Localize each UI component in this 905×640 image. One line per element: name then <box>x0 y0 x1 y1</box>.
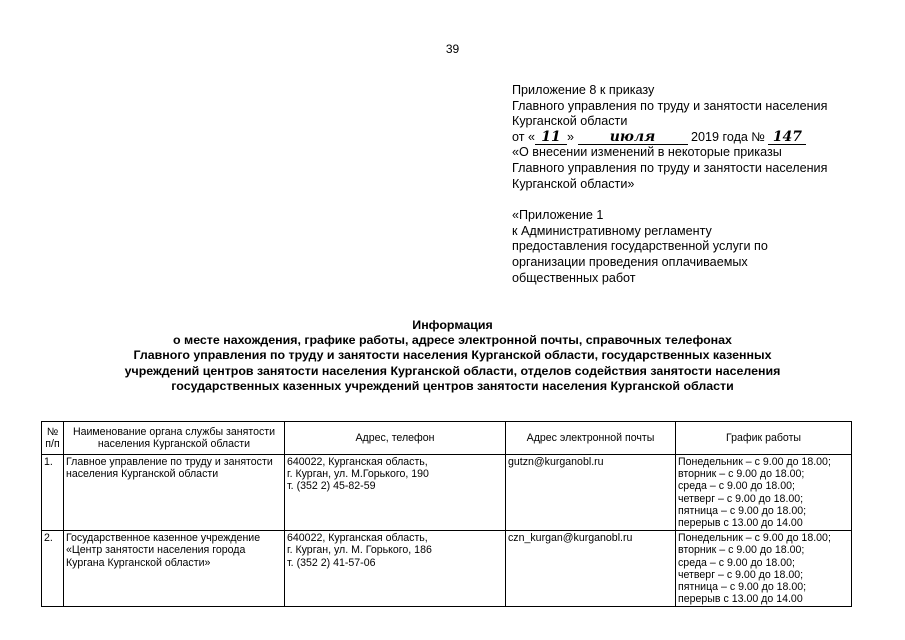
info-title: Информация <box>412 318 493 332</box>
date-prefix: от « <box>512 129 535 144</box>
info-line: государственных казенных учреждений центров занятости населения Курганской области <box>171 378 734 393</box>
appendix-line: Приложение 8 к приказу <box>512 83 655 97</box>
appendix-date-line <box>512 130 872 146</box>
info-table <box>41 421 852 607</box>
appendix-sub-line: предоставления государственной услуги по <box>512 239 768 254</box>
handwritten-month: июля <box>578 131 688 145</box>
appendix-line: Главного управления по труду и занятости населения <box>512 98 828 113</box>
row-address: 640022, Курганская область, г. Курган, ул. М. Горького, 186 т. (352 2) 41-57-06 <box>285 531 506 607</box>
appendix-sub-line: общественных работ <box>512 270 636 285</box>
appendix-line: Курганской области» <box>512 176 635 191</box>
appendix-line: Курганской области <box>512 114 628 129</box>
header-num: № п/п <box>42 422 64 455</box>
row-schedule: Понедельник – с 9.00 до 18.00; вторник – с 9.00 до 18.00; среда – с 9.00 до 18.00; четверг – с 9.00 до 18.00; пятница – с 9.00 до 18.00; перерыв с 13.00 до 14.00 <box>676 531 852 607</box>
row-email: gutzn@kurganobl.ru <box>506 455 676 531</box>
info-header <box>60 318 845 394</box>
row-name: Главное управление по труду и занятости населения Курганской области <box>64 455 285 531</box>
date-mid: » <box>567 129 575 144</box>
header-schedule: График работы <box>676 422 852 455</box>
row-address: 640022, Курганская область, г. Курган, ул. М.Горького, 190 т. (352 2) 45-82-59 <box>285 455 506 531</box>
page-number: 39 <box>445 42 460 56</box>
table-row <box>42 531 852 607</box>
appendix-line: Главного управления по труду и занятости населения <box>512 160 828 175</box>
row-schedule: Понедельник – с 9.00 до 18.00; вторник – с 9.00 до 18.00; среда – с 9.00 до 18.00; четверг – с 9.00 до 18.00; пятница – с 9.00 до 18.00; перерыв с 13.00 до 14.00 <box>676 455 852 531</box>
header-name: Наименование органа службы занятости населения Курганской области <box>64 422 285 455</box>
info-line: о месте нахождения, графике работы, адресе электронной почты, справочных телефонах <box>173 333 732 348</box>
appendix-sub-line: организации проведения оплачиваемых <box>512 254 748 269</box>
appendix-line: «О внесении изменений в некоторые приказы <box>512 145 782 160</box>
row-email: czn_kurgan@kurganobl.ru <box>506 531 676 607</box>
table-row <box>42 455 852 531</box>
row-num: 1. <box>42 455 64 531</box>
appendix-sub-line: к Административному регламенту <box>512 223 712 238</box>
header-email: Адрес электронной почты <box>506 422 676 455</box>
appendix-sub-line: «Приложение 1 <box>512 208 604 223</box>
table-header-row <box>42 422 852 455</box>
handwritten-number: 147 <box>768 131 806 145</box>
info-line: учреждений центров занятости населения Курганской области, отделов содействия занятости населения <box>124 363 781 378</box>
handwritten-day: 11 <box>535 131 567 145</box>
spacer <box>512 192 872 208</box>
year-text: 2019 года № <box>691 129 765 144</box>
row-name: Государственное казенное учреждение «Центр занятости населения города Кургана Курганской области» <box>64 531 285 607</box>
row-num: 2. <box>42 531 64 607</box>
header-address: Адрес, телефон <box>285 422 506 455</box>
info-line: Главного управления по труду и занятости населения Курганской области, государственных казенных <box>133 348 772 363</box>
appendix-block <box>512 83 872 286</box>
